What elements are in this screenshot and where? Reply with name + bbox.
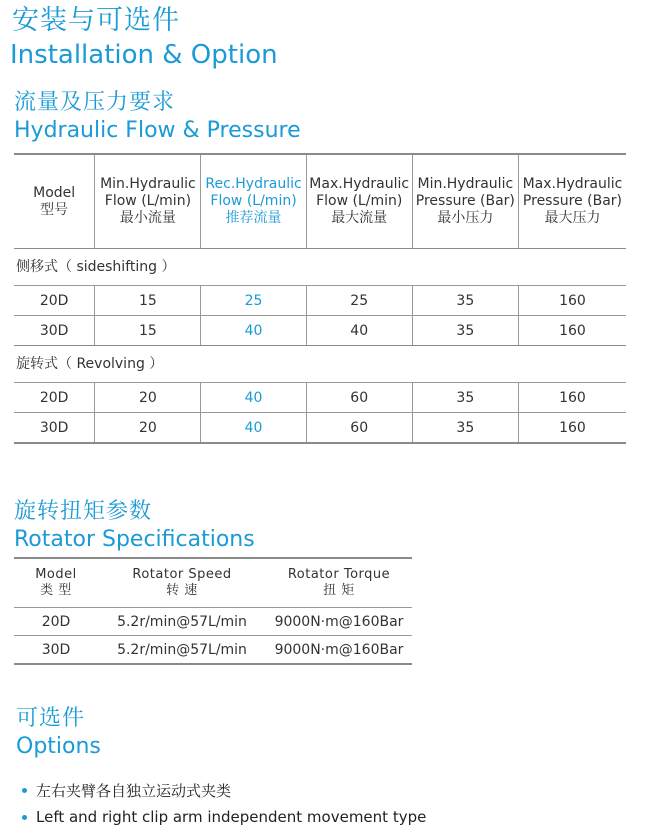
table-row: [14, 412, 626, 444]
header-text: 转 速: [166, 583, 198, 598]
header-text: 型号: [40, 201, 69, 218]
cell-max-pressure: 160: [518, 413, 626, 442]
group-label-revolving: 旋转式（ Revolving ）: [14, 345, 626, 382]
cell-speed: 5.2r/min@57L/min: [117, 641, 247, 658]
cell-max-pressure: 160: [518, 383, 626, 412]
header-text: Rotator Torque: [287, 567, 391, 582]
cell-rec-flow: 40: [200, 383, 305, 412]
table-header-row: [14, 559, 412, 607]
header-text: 推荐流量: [225, 210, 282, 226]
header-max-flow: [306, 155, 412, 248]
table-row: [14, 607, 412, 635]
cell-torque: 9000N·m@160Bar: [274, 613, 404, 630]
cell-max-flow: 25: [306, 286, 412, 315]
bullet-icon: [22, 788, 27, 793]
cell-max-flow: 60: [306, 383, 412, 412]
options-title-cn: 可选件: [16, 706, 86, 731]
header-text: Max.Hydraulic: [309, 176, 410, 192]
cell-max-flow: 60: [306, 413, 412, 442]
rotator-section-title-en: Rotator Specifications: [14, 527, 255, 552]
cell-rec-flow: 25: [200, 286, 305, 315]
header-rotator-torque: [266, 559, 412, 607]
list-item: [22, 808, 426, 826]
cell-torque: 9000N·m@160Bar: [274, 641, 404, 658]
header-text: Max.Hydraulic: [522, 176, 623, 192]
cell-min-pressure: 35: [412, 286, 518, 315]
rotator-section-title-cn: 旋转扭矩参数: [14, 499, 153, 524]
cell-max-flow: 40: [306, 316, 412, 345]
table-header-row: [14, 155, 626, 248]
flow-pressure-table: [14, 153, 626, 444]
option-text: Left and right clip arm independent movement type: [36, 808, 427, 826]
cell-rec-flow: 40: [200, 413, 305, 442]
header-max-pressure: [518, 155, 626, 248]
header-text: Rec.Hydraulic: [205, 176, 302, 192]
cell-model: 20D: [41, 613, 71, 630]
cell-model: 20D: [39, 292, 69, 309]
cell-model: 30D: [39, 419, 69, 436]
header-text: Pressure (Bar): [522, 193, 623, 209]
header-text: 最大流量: [331, 210, 388, 226]
header-model: [14, 155, 94, 248]
option-text: 左右夹臂各自独立运动式夹类: [36, 782, 232, 800]
header-text: Flow (L/min): [104, 193, 192, 209]
cell-model: 30D: [41, 641, 71, 658]
header-text: 最小压力: [437, 210, 494, 226]
header-text: 扭 矩: [323, 583, 355, 598]
group-label-sideshifting: 侧移式（ sideshifting ）: [14, 248, 626, 285]
header-text: Pressure (Bar): [415, 193, 515, 209]
header-text: Min.Hydraulic: [417, 176, 514, 192]
cell-min-flow: 15: [94, 316, 200, 345]
options-title-en: Options: [16, 734, 101, 759]
page-title-en: Installation & Option: [10, 40, 278, 70]
header-min-flow: [94, 155, 200, 248]
page-title-cn: 安装与可选件: [12, 5, 180, 36]
cell-min-flow: 20: [94, 413, 200, 442]
flow-section-title-en: Hydraulic Flow & Pressure: [14, 118, 301, 143]
cell-model: 30D: [39, 322, 69, 339]
cell-min-pressure: 35: [412, 383, 518, 412]
table-row: [14, 315, 626, 345]
header-min-pressure: [412, 155, 518, 248]
flow-section-title-cn: 流量及压力要求: [14, 90, 176, 115]
header-rotator-speed: [98, 559, 266, 607]
header-text: Flow (L/min): [210, 193, 297, 209]
header-text: Rotator Speed: [132, 567, 232, 582]
header-text: Model: [33, 184, 76, 201]
cell-speed: 5.2r/min@57L/min: [117, 613, 247, 630]
cell-min-pressure: 35: [412, 413, 518, 442]
header-text: Min.Hydraulic: [100, 176, 196, 192]
cell-min-pressure: 35: [412, 316, 518, 345]
header-text: 最小流量: [119, 210, 176, 226]
cell-model: 20D: [39, 389, 69, 406]
list-item: [22, 780, 231, 801]
cell-min-flow: 15: [94, 286, 200, 315]
header-text: 类 型: [40, 583, 72, 598]
cell-min-flow: 20: [94, 383, 200, 412]
header-model: [14, 559, 98, 607]
rotator-spec-table: [14, 557, 412, 665]
cell-max-pressure: 160: [518, 286, 626, 315]
cell-rec-flow: 40: [200, 316, 305, 345]
header-text: Flow (L/min): [316, 193, 403, 209]
bullet-icon: [22, 815, 27, 820]
header-rec-flow: [200, 155, 305, 248]
table-row: [14, 285, 626, 315]
header-text: Model: [35, 567, 77, 582]
table-row: [14, 635, 412, 665]
table-row: [14, 382, 626, 412]
cell-max-pressure: 160: [518, 316, 626, 345]
header-text: 最大压力: [544, 210, 601, 226]
